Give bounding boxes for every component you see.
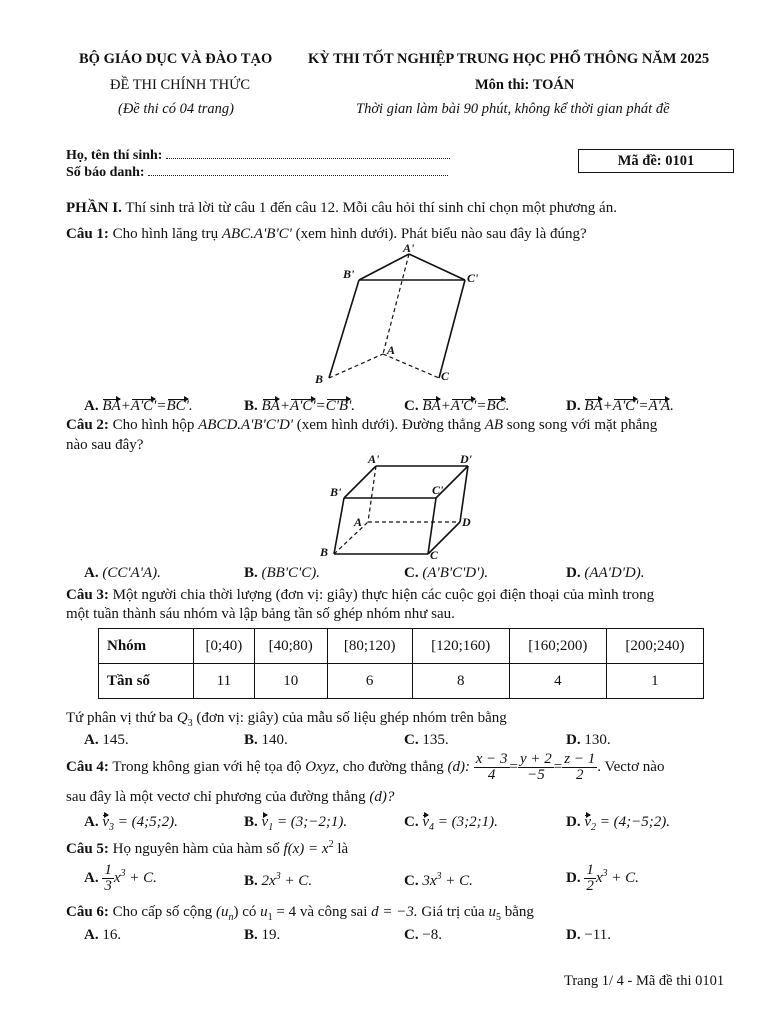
q2-text-b: (xem hình dưới). Đường thẳng <box>296 417 481 433</box>
q1-option-a-vec2: A'C' <box>130 398 157 414</box>
q3-option-c-letter: C. <box>404 732 419 748</box>
q4-option-c-vec: v <box>422 814 430 830</box>
q6-u1-val: = 4 <box>276 904 297 920</box>
q5-option-c-tail: + C. <box>441 873 473 889</box>
q4-text-c: . Vectơ nào <box>597 758 665 775</box>
q4-option-a-vec: v <box>102 814 110 830</box>
candidate-name-label: Họ, tên thí sinh: <box>66 148 163 163</box>
q3-option-d-letter: D. <box>566 732 581 748</box>
q2-box-figure <box>310 452 480 562</box>
q1-option-c-letter: C. <box>404 398 419 414</box>
q4-option-d[interactable] <box>566 814 670 833</box>
ministry-name: BỘ GIÁO DỤC VÀ ĐÀO TẠO <box>79 51 273 67</box>
table-cell-group-1: [0;40) <box>194 629 255 664</box>
q5-option-d-body: x <box>595 869 603 886</box>
q1-option-a-vec3: BC' <box>166 398 189 414</box>
q3-line1: Một người chia thời lượng (đơn vị: giây) thực hiện các cuộc gọi điện thoại của mình trong <box>112 587 655 603</box>
table-cell-freq-3: 6 <box>327 664 412 699</box>
q1-text-a: Cho hình lăng trụ <box>112 226 219 242</box>
q1-option-c-vec1: BA <box>422 398 441 414</box>
time-note: Thời gian làm bài 90 phút, không kể thời gian phát đề <box>356 101 670 117</box>
q1-option-d[interactable]: D. BA+A'C'=A'A. <box>566 398 674 414</box>
q3-question-math: Q <box>176 710 188 726</box>
q2-stem-line1 <box>66 417 657 434</box>
q3-option-c[interactable] <box>404 732 449 749</box>
table-header-frequency: Tần số <box>99 664 194 699</box>
q2-math2: AB <box>484 417 504 433</box>
q2-text-a: Cho hình hộp <box>112 417 195 433</box>
q5-option-b-body: 2x <box>261 873 276 889</box>
q4-option-a-letter: A. <box>84 814 99 830</box>
q6-option-d[interactable] <box>566 927 611 944</box>
q1-label-A1: A' <box>403 242 415 255</box>
exam-code-box: Mã đề: 0101 <box>578 149 734 173</box>
q4-math: Oxyz, <box>305 758 339 775</box>
q2-option-d-text: (AA'D'D). <box>584 565 645 581</box>
part1-title: PHẦN I. <box>66 200 122 216</box>
q3-option-b-letter: B. <box>244 732 258 748</box>
candidate-id-row <box>66 163 448 181</box>
q1-label-A: A <box>387 343 396 357</box>
q1-label-B1: B' <box>343 267 355 281</box>
q5-math: f(x) = x <box>283 841 329 857</box>
q2-math: ABCD.A'B'C'D' <box>198 417 294 433</box>
q1-option-a-tail: . <box>188 398 193 414</box>
table-row <box>99 629 704 664</box>
q6-option-b-letter: B. <box>244 927 258 943</box>
q6-option-c-letter: C. <box>404 927 419 943</box>
q6-option-a-letter: A. <box>84 927 99 943</box>
q2-option-c[interactable] <box>404 565 488 582</box>
table-cell-group-3: [80;120) <box>327 629 412 664</box>
q5-option-b[interactable] <box>244 871 312 890</box>
q5-option-a-num: 1 <box>104 862 112 878</box>
candidate-name-field[interactable] <box>166 146 450 159</box>
q6-option-a[interactable] <box>84 927 121 944</box>
q5-option-b-exp: 3 <box>275 871 281 882</box>
q4-option-d-sub: 2 <box>591 822 597 833</box>
q2-option-b-letter: B. <box>244 565 258 581</box>
table-row <box>99 664 704 699</box>
part1-instruction: Thí sinh trả lời từ câu 1 đến câu 12. Mỗi câu hỏi thí sinh chỉ chọn một phương án. <box>125 200 617 216</box>
q4-fr3-num: z − 1 <box>564 751 596 767</box>
q1-stem <box>66 226 587 243</box>
q5-option-a[interactable] <box>84 863 157 894</box>
q3-stem-line1 <box>66 587 654 604</box>
q6-u1-sub: 1 <box>267 912 273 923</box>
q5-stem <box>66 839 348 858</box>
q2-label-D1: D' <box>460 452 472 466</box>
q2-option-d[interactable] <box>566 565 645 582</box>
q4-label: Câu 4: <box>66 758 109 775</box>
q4-line2-math: (d)? <box>369 789 395 805</box>
q1-option-b-letter: B. <box>244 398 258 414</box>
q1-option-c[interactable]: C. BA+A'C'=BC. <box>404 398 510 414</box>
q4-option-b-vec: v <box>261 814 269 830</box>
q6-option-b-text: 19. <box>261 927 281 943</box>
q1-prism-figure <box>305 242 495 392</box>
q1-option-a[interactable]: A. BA+A'C'=BC'. <box>84 398 193 414</box>
q2-option-a-text: (CC'A'A). <box>102 565 161 581</box>
official-label: ĐỀ THI CHÍNH THỨC <box>110 77 251 93</box>
q2-label-B1: B' <box>330 485 342 499</box>
q4-option-a-rhs: = (4;5;2). <box>117 814 178 830</box>
candidate-name-row <box>66 146 450 164</box>
q4-fraction-1 <box>474 752 510 783</box>
q4-option-a[interactable] <box>84 814 178 833</box>
q5-option-c-letter: C. <box>404 873 419 889</box>
q4-fr3-den: 2 <box>575 767 584 783</box>
q5-option-d[interactable] <box>566 863 639 894</box>
table-cell-freq-5: 4 <box>509 664 606 699</box>
q5-option-d-exp: 3 <box>602 867 608 879</box>
q5-option-d-letter: D. <box>566 869 581 886</box>
exam-title: KỲ THI TỐT NGHIỆP TRUNG HỌC PHỔ THÔNG NĂM 2025 <box>308 51 710 67</box>
candidate-id-label: Số báo danh: <box>66 165 145 180</box>
q1-option-a-letter: A. <box>84 398 99 414</box>
q3-option-d[interactable] <box>566 732 611 749</box>
q1-option-c-vec3: BC <box>486 398 506 414</box>
q5-label: Câu 5: <box>66 841 109 857</box>
pages-note: (Đề thi có 04 trang) <box>118 101 234 117</box>
q3-stem-line2: một tuần thành sáu nhóm và lập bảng tần số ghép nhóm như sau. <box>66 606 455 622</box>
q5-option-a-letter: A. <box>84 869 99 886</box>
q6-seq: (u <box>216 904 229 920</box>
q6-text-e: bằng <box>504 904 534 920</box>
q5-option-d-num: 1 <box>586 862 594 878</box>
q4-text-a: Trong không gian với hệ tọa độ <box>112 758 302 775</box>
q1-option-b-vec3: C'B' <box>325 398 352 414</box>
q1-option-a-vec1: BA <box>102 398 121 414</box>
part1-heading <box>66 200 617 217</box>
q3-frequency-table <box>98 628 704 699</box>
q1-option-c-vec2: A'C' <box>450 398 477 414</box>
q4-option-b[interactable] <box>244 814 347 833</box>
q1-option-d-vec2: A'C' <box>612 398 639 414</box>
q4-option-c[interactable] <box>404 814 498 833</box>
q5-option-d-den: 2 <box>586 878 594 894</box>
q1-option-b[interactable]: B. BA+A'C'=C'B'. <box>244 398 356 414</box>
q6-text-b: có <box>242 904 257 920</box>
q6-u5-sub: 5 <box>495 912 501 923</box>
q2-option-a-letter: A. <box>84 565 99 581</box>
table-cell-group-4: [120;160) <box>412 629 509 664</box>
q3-question-sub: 3 <box>187 718 193 729</box>
q6-option-b[interactable] <box>244 927 280 944</box>
q6-option-d-text: −11. <box>584 927 611 943</box>
q4-option-c-letter: C. <box>404 814 419 830</box>
q2-label-A1: A' <box>368 452 380 466</box>
q1-label-C: C <box>441 369 450 383</box>
q3-question-a: Tứ phân vị thứ ba <box>66 710 174 726</box>
q4-line-name: (d): <box>447 758 470 775</box>
q4-option-b-letter: B. <box>244 814 258 830</box>
q5-option-b-tail: + C. <box>280 873 313 889</box>
table-cell-freq-6: 1 <box>606 664 703 699</box>
q1-option-d-vec3: A'A <box>648 398 671 414</box>
q5-option-a-frac <box>102 863 114 894</box>
q1-option-b-vec2: A'C' <box>289 398 316 414</box>
q3-option-c-text: 135. <box>422 732 449 748</box>
q1-option-d-letter: D. <box>566 398 581 414</box>
q4-fraction-3 <box>562 752 597 783</box>
q6-text-d: Giá trị của <box>421 904 485 920</box>
q6-seq-sub: n <box>228 912 234 923</box>
q5-option-a-tail: + C. <box>125 869 157 886</box>
q5-option-b-letter: B. <box>244 873 258 889</box>
q2-option-c-text: (A'B'C'D'). <box>422 565 489 581</box>
table-header-group: Nhóm <box>99 629 194 664</box>
q5-option-d-tail: + C. <box>607 869 639 886</box>
q3-option-a-text: 145. <box>102 732 129 748</box>
table-cell-freq-2: 10 <box>254 664 327 699</box>
table-cell-freq-4: 8 <box>412 664 509 699</box>
candidate-id-field[interactable] <box>148 163 448 176</box>
q1-label-C1: C' <box>467 271 479 285</box>
q5-option-c-exp: 3 <box>436 871 442 882</box>
q1-option-d-tail: . <box>670 398 674 414</box>
q1-option-b-tail: . <box>351 398 356 414</box>
q6-option-d-letter: D. <box>566 927 581 943</box>
q2-label-B: B <box>320 545 329 559</box>
q4-option-c-sub: 4 <box>429 822 435 833</box>
table-cell-group-2: [40;80) <box>254 629 327 664</box>
page-footer: Trang 1/ 4 - Mã đề thi 0101 <box>564 973 725 989</box>
q4-fr1-den: 4 <box>487 767 496 783</box>
q6-text-c: và công sai <box>299 904 368 920</box>
q5-text-a: Họ nguyên hàm của hàm số <box>112 841 280 857</box>
q4-option-b-rhs: = (3;−2;1). <box>276 814 348 830</box>
q3-option-b-text: 140. <box>261 732 288 748</box>
q1-option-c-tail: . <box>505 398 510 414</box>
q5-option-a-exp: 3 <box>120 867 126 879</box>
q5-option-a-den: 3 <box>104 878 112 894</box>
q5-option-c-body: 3x <box>422 873 437 889</box>
q3-option-a-letter: A. <box>84 732 99 748</box>
q2-option-d-letter: D. <box>566 565 581 581</box>
q1-label-B: B <box>315 372 324 386</box>
q3-option-a[interactable] <box>84 732 129 749</box>
q6-label: Câu 6: <box>66 904 109 920</box>
subject-label: Môn thi: TOÁN <box>475 77 575 93</box>
q4-option-c-rhs: = (3;2;1). <box>437 814 498 830</box>
q4-option-d-rhs: = (4;−5;2). <box>599 814 670 830</box>
q2-option-a[interactable] <box>84 565 161 582</box>
q4-stem-line2 <box>66 789 394 806</box>
q6-text-a: Cho cấp số cộng <box>112 904 213 920</box>
q2-label-D: D <box>462 515 471 529</box>
q4-fr2-den: −5 <box>527 767 545 783</box>
q4-fraction-2 <box>518 752 554 783</box>
table-cell-group-5: [160;200) <box>509 629 606 664</box>
q4-text-b: cho đường thẳng <box>342 758 444 775</box>
q1-text-b: (xem hình dưới). Phát biểu nào sau đây là đúng? <box>295 226 587 242</box>
q3-option-d-text: 130. <box>584 732 611 748</box>
q5-option-a-body: x <box>113 869 121 886</box>
q4-option-b-sub: 1 <box>268 822 274 833</box>
q4-fr2-num: y + 2 <box>520 751 552 767</box>
q5-option-c[interactable] <box>404 871 473 890</box>
q6-u1: u <box>260 904 268 920</box>
q6-d-val: d = −3. <box>371 904 418 920</box>
q2-label-C1: C' <box>432 483 444 497</box>
q2-text-c: song song với mặt phẳng <box>506 417 658 433</box>
q3-question <box>66 710 507 729</box>
q2-option-c-letter: C. <box>404 565 419 581</box>
q4-option-d-vec: v <box>584 814 592 830</box>
q3-option-b[interactable] <box>244 732 288 749</box>
q1-math: ABC.A'B'C' <box>221 226 292 242</box>
q1-label: Câu 1: <box>66 226 109 242</box>
q6-u5: u <box>488 904 496 920</box>
q6-option-a-text: 16. <box>102 927 122 943</box>
table-cell-group-6: [200;240) <box>606 629 703 664</box>
q2-label-A: A <box>354 515 363 529</box>
q1-option-d-vec1: BA <box>584 398 603 414</box>
q2-label: Câu 2: <box>66 417 109 433</box>
q6-option-c-text: −8. <box>422 927 443 943</box>
q6-stem <box>66 904 534 923</box>
q3-label: Câu 3: <box>66 587 109 603</box>
q4-line2: sau đây là một vectơ chỉ phương của đường thẳng <box>66 789 366 805</box>
q3-question-b: (đơn vị: giây) của mẫu số liệu ghép nhóm trên bằng <box>196 710 507 726</box>
q5-text-b: là <box>337 841 349 857</box>
q4-stem-line1: Câu 4: Trong không gian với hệ tọa độ Oxyz, cho đường thẳng (d): $\frac{x - 3}{4}$ = $\frac{y + 2}{-5}$ = $\frac{z - 1}{2}$ . Vectơ nào <box>66 751 665 783</box>
q4-option-a-sub: 3 <box>109 822 115 833</box>
table-cell-freq-1: 11 <box>194 664 255 699</box>
q6-seq-end: ) <box>233 904 239 920</box>
q2-label-C: C <box>430 548 439 562</box>
q5-exp: 2 <box>328 839 334 850</box>
q1-option-b-vec1: BA <box>261 398 280 414</box>
q2-stem-line2: nào sau đây? <box>66 437 144 453</box>
q4-option-d-letter: D. <box>566 814 581 830</box>
q4-fr1-num: x − 3 <box>475 751 508 767</box>
q5-option-d-frac <box>584 863 596 894</box>
q2-option-b-text: (BB'C'C). <box>261 565 321 581</box>
q2-option-b[interactable] <box>244 565 320 582</box>
q6-option-c[interactable] <box>404 927 442 944</box>
